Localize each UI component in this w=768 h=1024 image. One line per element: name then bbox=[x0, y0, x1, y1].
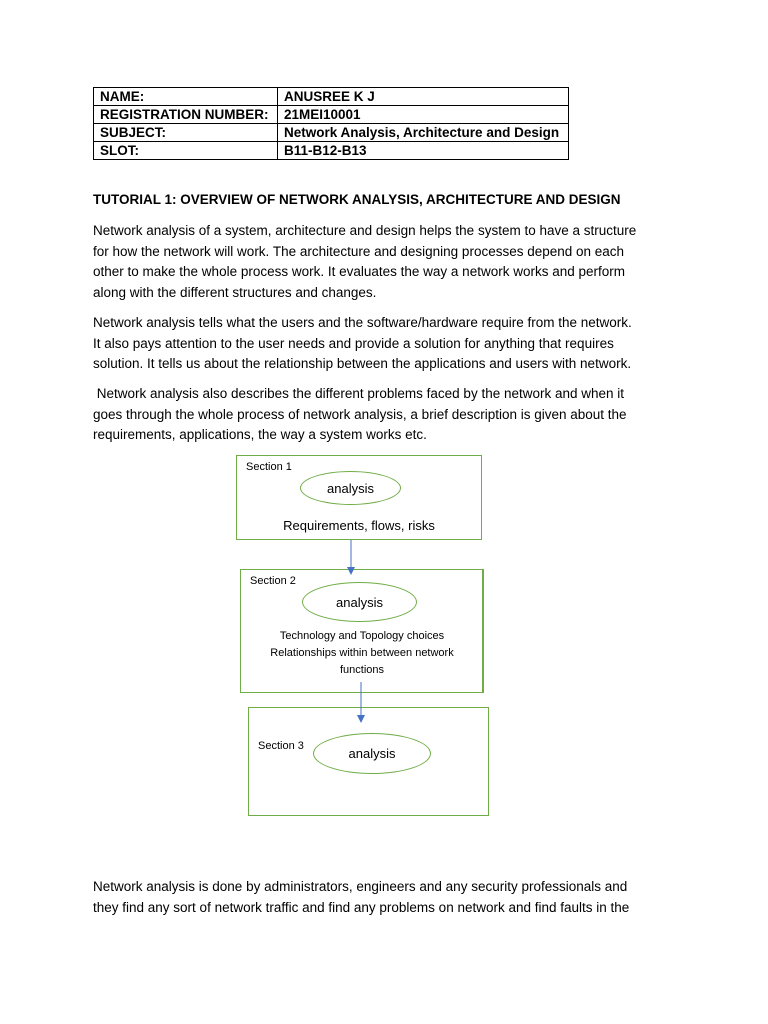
text-line: requirements, applications, the way a system works etc. bbox=[93, 427, 427, 442]
table-row bbox=[94, 88, 569, 106]
slot-value: B11-B12-B13 bbox=[278, 142, 569, 160]
slot-label: SLOT: bbox=[94, 142, 278, 160]
section-1-caption: Requirements, flows, risks bbox=[283, 518, 435, 533]
name-label: NAME: bbox=[94, 88, 278, 106]
text-line: Network analysis also describes the different problems faced by the network and when it bbox=[93, 386, 625, 401]
section-2-caption bbox=[240, 628, 484, 679]
section-2-analysis-oval: analysis bbox=[302, 582, 417, 622]
paragraph-intro bbox=[93, 221, 683, 303]
text-line: Network analysis is done by administrators, engineers and any security professionals and bbox=[93, 879, 628, 894]
text-line: for how the network will work. The architecture and designing processes depend on each bbox=[93, 243, 625, 259]
text-line: other to make the whole process work. It evaluates the way a network works and perform bbox=[93, 264, 625, 279]
text-line: Network analysis of a system, architecture and design helps the system to have a structure bbox=[93, 223, 637, 238]
caption-line: Technology and Topology choices bbox=[279, 630, 445, 642]
subject-label: SUBJECT: bbox=[94, 124, 278, 142]
student-info-table bbox=[93, 87, 569, 160]
name-value: ANUSREE K J bbox=[278, 88, 569, 106]
subject-value: Network Analysis, Architecture and Design bbox=[278, 124, 569, 142]
section-3-title: Section 3 bbox=[258, 740, 304, 752]
text-line: they find any sort of network traffic and find any problems on network and find faults in the bbox=[93, 899, 630, 915]
caption-line: functions bbox=[339, 664, 385, 676]
arrow-section2-to-section3 bbox=[355, 682, 367, 724]
arrow-section1-to-section2 bbox=[345, 540, 357, 576]
table-row bbox=[94, 142, 569, 160]
text-line: goes through the whole process of network analysis, a brief description is given about the bbox=[93, 406, 627, 422]
tutorial-heading: TUTORIAL 1: OVERVIEW OF NETWORK ANALYSIS, ARCHITECTURE AND DESIGN bbox=[93, 192, 621, 207]
caption-line: Relationships within between network bbox=[270, 647, 454, 659]
section-2-title: Section 2 bbox=[250, 575, 296, 587]
section-1-analysis-oval: analysis bbox=[300, 471, 401, 505]
text-line: along with the different structures and changes. bbox=[93, 284, 377, 300]
table-row bbox=[94, 106, 569, 124]
text-line: Network analysis tells what the users and the software/hardware require from the network. bbox=[93, 315, 632, 330]
paragraph-problems bbox=[93, 384, 683, 446]
section-1-title: Section 1 bbox=[246, 461, 292, 473]
paragraph-who-performs bbox=[93, 877, 683, 918]
table-row bbox=[94, 124, 569, 142]
text-line: It also pays attention to the user needs and provide a solution for anything that requires bbox=[93, 335, 614, 351]
section-3-analysis-oval: analysis bbox=[313, 733, 431, 774]
registration-value: 21MEI10001 bbox=[278, 106, 569, 124]
paragraph-requirements bbox=[93, 313, 683, 375]
registration-label: REGISTRATION NUMBER: bbox=[94, 106, 278, 124]
text-line: solution. It tells us about the relationship between the applications and users with network. bbox=[93, 356, 632, 371]
